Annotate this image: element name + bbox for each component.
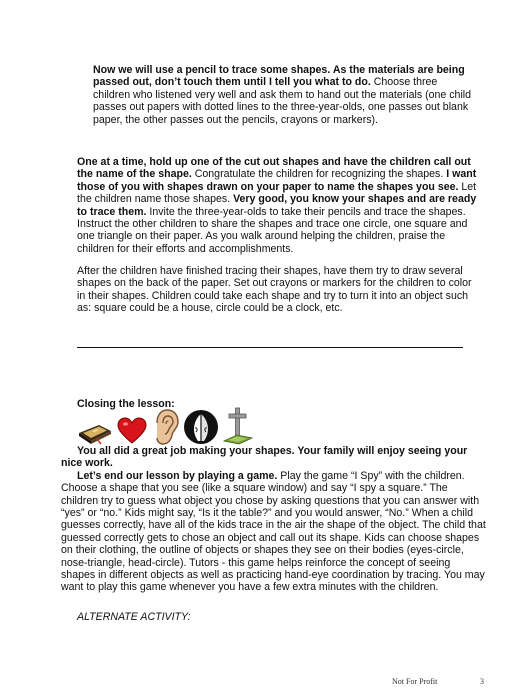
bible-icon: [77, 413, 113, 448]
ear-icon: [151, 409, 179, 448]
praying-hands-icon: [183, 409, 219, 448]
name-shapes-text-2: Let the children name those shapes.: [77, 180, 477, 206]
cross-icon: [223, 407, 253, 448]
closing-icons-row: [77, 410, 257, 448]
name-shapes-bold-1: One at a time, hold up one of the cut out shapes and have the children call out the name of the shape.: [77, 156, 471, 181]
trace-instruction-bold: Now we will use a pencil to trace some shapes. As the materials are being passed out, don’t touch them until I tell you what to do.: [93, 64, 465, 89]
paragraph-closing: [61, 445, 487, 594]
closing-game-bold: Let’s end our lesson by playing a game.: [77, 469, 278, 482]
name-shapes-text-1: Congratulate the children for recognizing the shapes.: [191, 168, 447, 181]
section-divider: [77, 347, 463, 348]
name-shapes-bold-2: I want those of you with shapes drawn on your paper to name the shapes you see.: [77, 168, 477, 193]
closing-heading: Closing the lesson:: [77, 398, 175, 410]
footer-note: Not For Profit: [392, 677, 438, 686]
alternate-activity-heading: ALTERNATE ACTIVITY:: [77, 611, 191, 623]
paragraph-name-shapes: [77, 156, 484, 255]
closing-praise-bold: You all did a great job making your shapes. Your family will enjoy seeing your nice work.: [61, 445, 468, 470]
closing-game-text: Play the game “I Spy” with the children. Choose a shape that you see (like a square window) and say “I spy a square.” The children try to guess what object you chose by asking questions that you can answer with “yes” or “no.” Kids might say, “Is it the table?” and you would answer, “No.” When a child guesses correctly, have all of the kids trace in the air the shape of the object. The child that guessed correctly gets to chose an object and call out its shape. Kids can choose shapes on their clothing, the outline of objects or shapes they see on their bodies (eyes-circle, nose-triangle, head-circle). Tutors - this game helps reinforce the concept of seeing shapes in different objects as well as practicing hand-eye coordination by tracing. You may want to play this game whenever you have a few extra minutes with the children.: [61, 469, 486, 594]
paragraph-draw-shapes: After the children have finished tracing their shapes, have them try to draw several shapes on the back of the paper. Set out crayons or markers for the children to color in their shapes. Children could take each shape and try to turn it into an object such as: square could be a house, circle could be a clock, etc.: [77, 265, 472, 315]
name-shapes-bold-3: Very good, you know your shapes and are ready to trace them.: [77, 193, 477, 218]
heart-icon: [117, 417, 147, 448]
paragraph-trace-shapes: [93, 64, 473, 126]
trace-instruction-text: Choose three children who listened very well and ask them to hand out the materials (one child passes out papers with dotted lines to the three-year-olds, one passes out blank paper, the other passes out the pencils, crayons or markers).: [93, 76, 472, 126]
name-shapes-text-3: Invite the three-year-olds to take their pencils and trace the shapes. Instruct the other children to share the shapes and trace one circle, one square and one triangle on their paper. As you walk around helping the children, praise the children for their efforts and accomplishments.: [77, 205, 468, 255]
page-number: 3: [480, 677, 484, 686]
